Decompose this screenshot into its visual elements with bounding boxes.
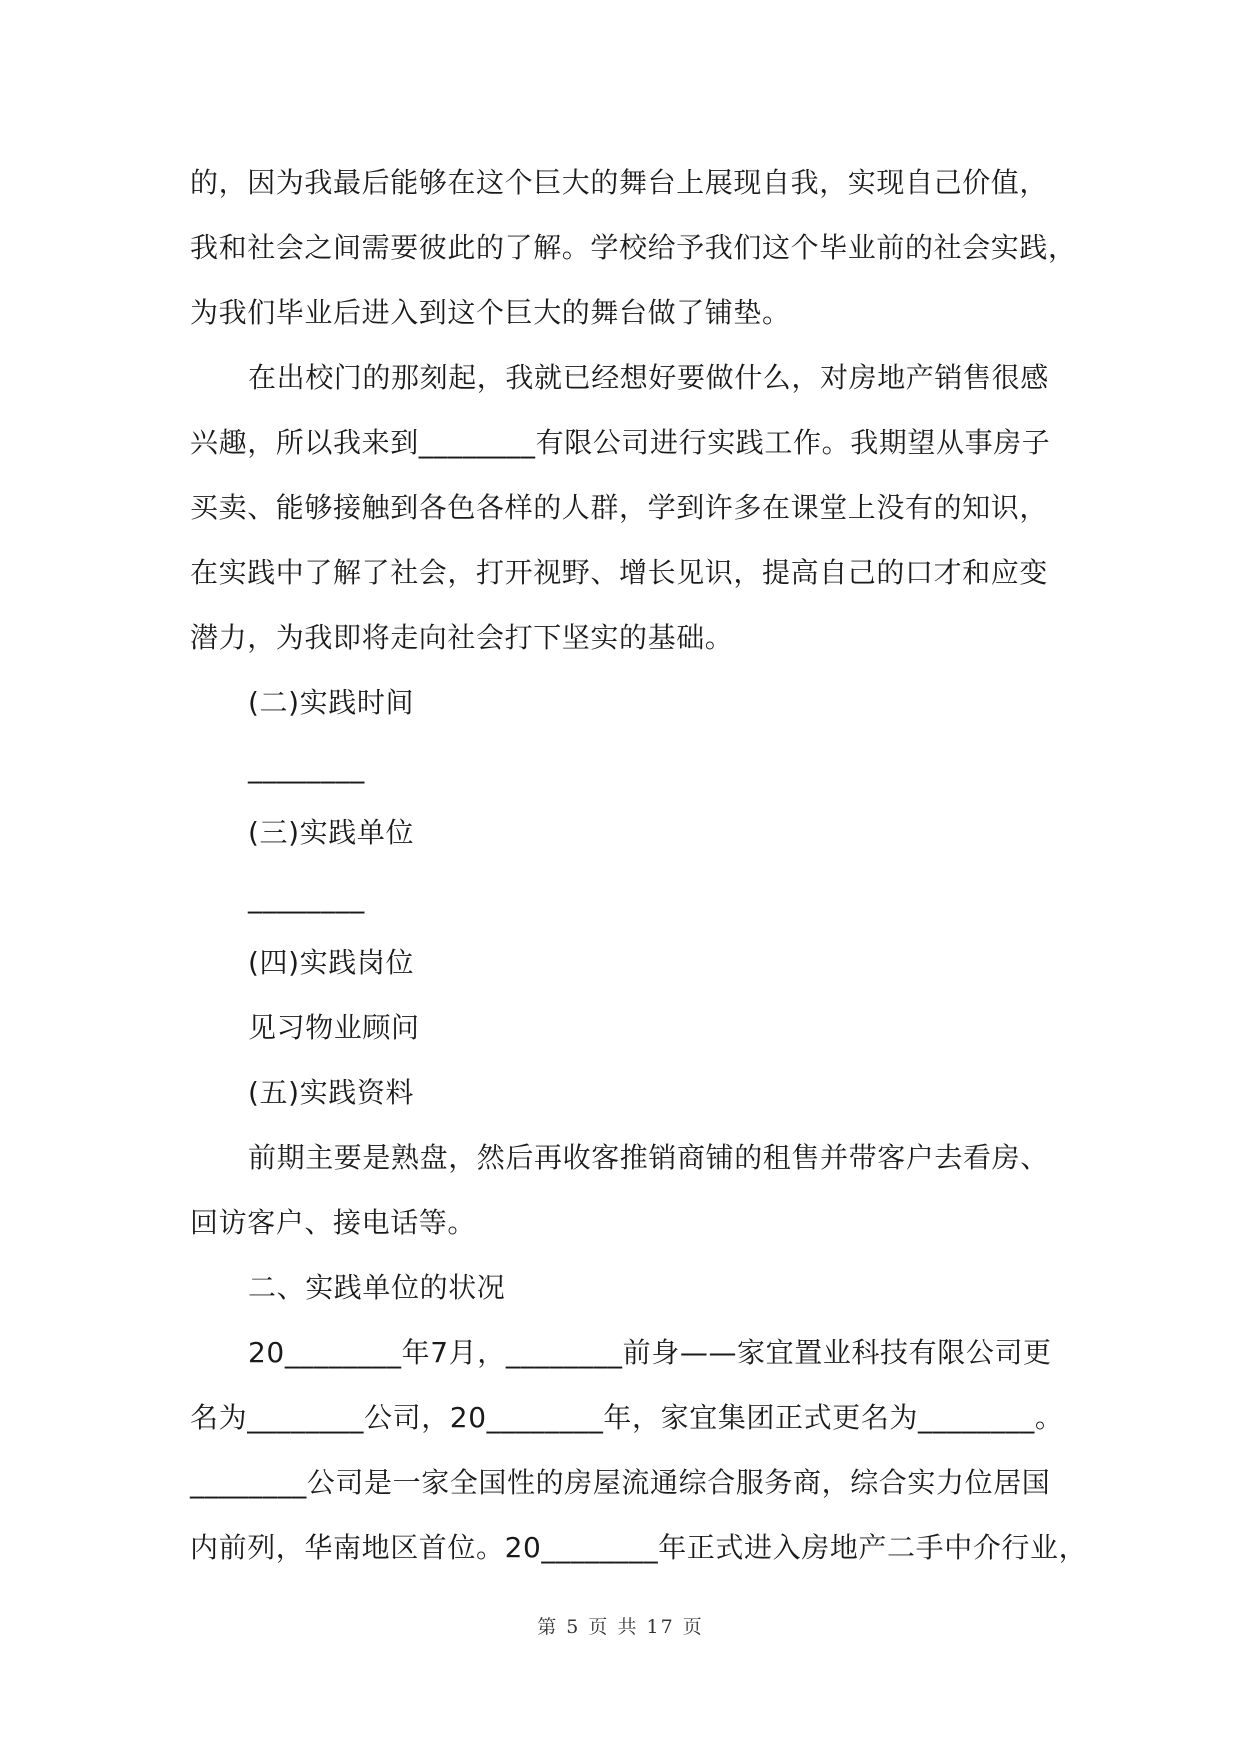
text-line: 回访客户、接电话等。 xyxy=(190,1206,477,1239)
paragraph-start: 20________年7月，________前身——家宜置业科技有限公司更 xyxy=(248,1336,1052,1369)
page-number-footer: 第 5 页 共 17 页 xyxy=(537,1616,704,1638)
blank-field: ________ xyxy=(248,881,365,914)
document-body xyxy=(190,150,1088,1580)
text-line: 买卖、能够接触到各色各样的人群，学到许多在课堂上没有的知识， xyxy=(190,491,1049,524)
text-line: 我和社会之间需要彼此的了解。学校给予我们这个毕业前的社会实践， xyxy=(190,231,1077,264)
section-heading-unit: (三)实践单位 xyxy=(248,816,415,849)
text-line: 为我们毕业后进入到这个巨大的舞台做了铺垫。 xyxy=(190,296,791,329)
text-line: 潜力，为我即将走向社会打下坚实的基础。 xyxy=(190,621,734,654)
blank-field: ________ xyxy=(248,751,365,784)
text-line: 名为________公司，20________年，家宜集团正式更名为________。 xyxy=(190,1401,1064,1434)
text-line: 的，因为我最后能够在这个巨大的舞台上展现自我，实现自己价值， xyxy=(190,166,1049,199)
text-line: 在实践中了解了社会，打开视野、增长见识，提高自己的口才和应变 xyxy=(190,556,1049,589)
text-line: 内前列，华南地区首位。20________年正式进入房地产二手中介行业， xyxy=(190,1531,1088,1564)
paragraph-start: 前期主要是熟盘，然后再收客推销商铺的租售并带客户去看房、 xyxy=(248,1141,1049,1174)
text-line: 兴趣，所以我来到________有限公司进行实践工作。我期望从事房子 xyxy=(190,426,1051,459)
section-heading-time: (二)实践时间 xyxy=(248,686,415,719)
text-line: ________公司是一家全国性的房屋流通综合服务商，综合实力位居国 xyxy=(190,1466,1051,1499)
section-heading-position: (四)实践岗位 xyxy=(248,946,415,979)
section-heading-material: (五)实践资料 xyxy=(248,1076,415,1109)
position-value: 见习物业顾问 xyxy=(248,1011,420,1044)
section-heading-company-status: 二、实践单位的状况 xyxy=(248,1271,506,1304)
paragraph-start: 在出校门的那刻起，我就已经想好要做什么，对房地产销售很感 xyxy=(248,361,1049,394)
